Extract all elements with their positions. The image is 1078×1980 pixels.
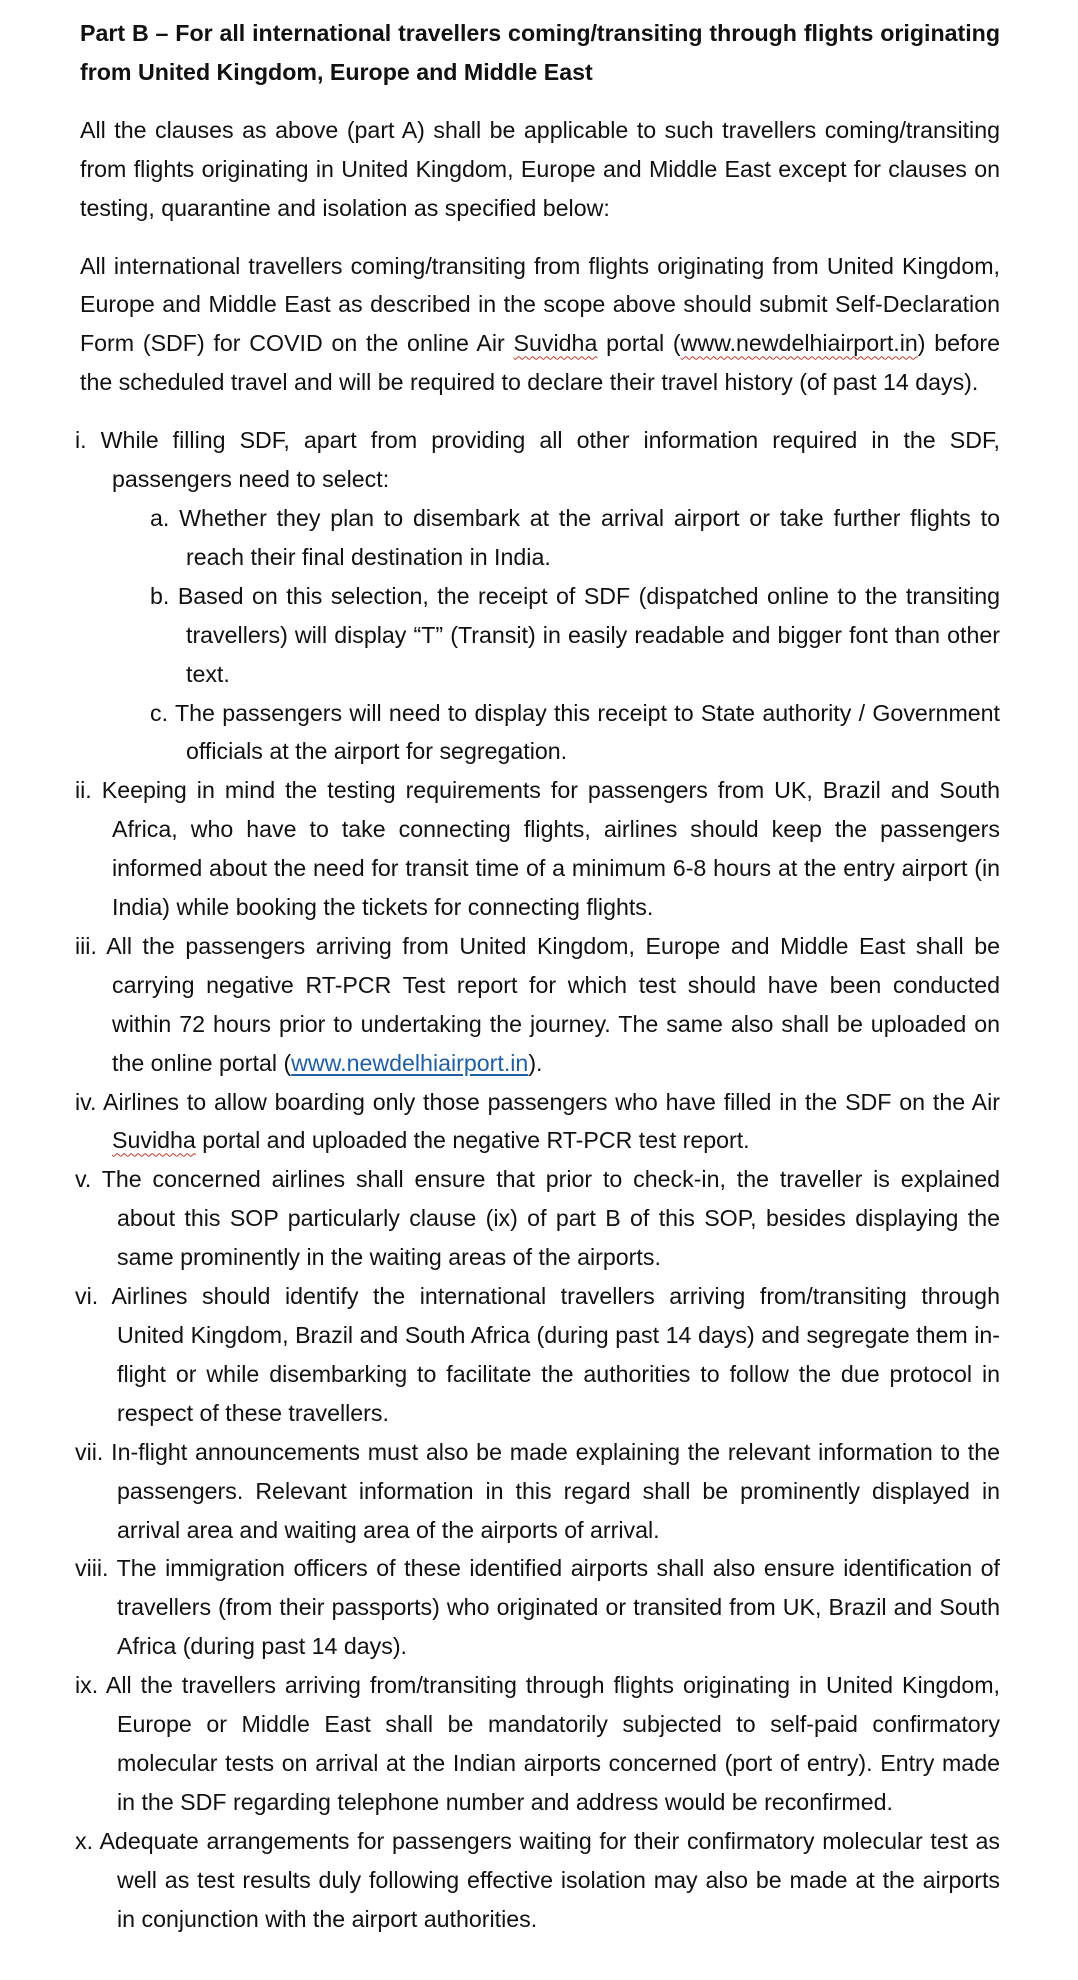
subclause-c [150, 694, 1000, 772]
clause-marker: vii. [75, 1438, 104, 1465]
portal-link[interactable]: www.newdelhiairport.in [291, 1049, 529, 1076]
clause-v [75, 1160, 1000, 1277]
clause-text: The concerned airlines shall ensure that prior to check-in, the traveller is explained about this SOP particularly clause (ix) of part B of this SOP, besides displaying the same prominently in the waiting areas of the airports. [101, 1166, 1000, 1271]
clause-ix [75, 1666, 1000, 1822]
clause-marker: iv. [75, 1088, 97, 1115]
portal-url: www.newdelhiairport.in [680, 330, 918, 357]
clause-text: All the travellers arriving from/transiting through flights originating in United Kingdom, Europe or Middle East shall be mandatorily subjected to self-paid confirmatory molecular tests on arrival at the Indian airports concerned (port of entry). Entry made in the SDF regarding telephone number and address would be reconfirmed. [105, 1672, 1000, 1815]
subclause-marker: c. [150, 699, 169, 726]
intro-paragraph: All the clauses as above (part A) shall be applicable to such travellers coming/transiting from flights originating in United Kingdom, Europe and Middle East except for clauses on testing, quarantine and isolation as specified below: [80, 116, 1000, 221]
clause-marker: v. [75, 1166, 92, 1193]
subclause-marker: a. [150, 504, 170, 531]
clause-vi [75, 1277, 1000, 1433]
clause-text: Airlines to allow boarding only those passengers who have filled in the SDF on the Air [103, 1088, 1000, 1115]
clause-iii [75, 927, 1000, 1083]
clause-text: The immigration officers of these identified airports shall also ensure identification of travellers (from their passports) who originated or transited from UK, Brazil and South Africa (during past 14 days). [116, 1555, 1000, 1660]
document-page [75, 14, 1000, 1939]
clause-x [75, 1822, 1000, 1939]
subclause-text: Based on this selection, the receipt of SDF (dispatched online to the transiting travellers) will display “T” (Transit) in easily readable and bigger font than other text. [177, 582, 1000, 687]
clause-viii [75, 1549, 1000, 1666]
clause-marker: ii. [75, 777, 92, 804]
clause-text-end: portal and uploaded the negative RT-PCR test report. [195, 1127, 750, 1154]
clause-text: Adequate arrangements for passengers waiting for their confirmatory molecular test as well as test results duly following effective isolation may also be made at the airports in conjunction with the airport authorities. [99, 1827, 1000, 1932]
suvidha-word: Suvidha [112, 1127, 196, 1154]
clause-marker: ix. [75, 1672, 99, 1699]
sdf-text-1: All international travellers coming/transiting from flights originating from United Kingdom, Europe and Middle East as described in the scope above should submit Self-Declaration Form (SDF) for COVID on the online Air [80, 252, 1000, 357]
clause-marker: viii. [75, 1555, 109, 1582]
clause-marker: x. [75, 1827, 94, 1854]
clause-text: While filling SDF, apart from providing all other information required in the SDF, passengers need to select: [100, 427, 1000, 493]
clause-i [75, 421, 1000, 771]
clause-marker: vi. [75, 1283, 99, 1310]
suvidha-word: Suvidha [513, 330, 598, 357]
clause-marker: iii. [75, 932, 97, 959]
sdf-text-3: ) before the scheduled travel and will be required to declare their travel history (of past 14 days). [80, 330, 1000, 396]
clause-ii [75, 771, 1000, 927]
clause-text: In-flight announcements must also be made explaining the relevant information to the passengers. Relevant information in this regard shall be prominently displayed in arrival area and waiting area of the airports of arrival. [111, 1438, 1000, 1543]
clause-iv [75, 1083, 1000, 1161]
clause-i-subitems [150, 499, 1000, 771]
subclause-a [150, 499, 1000, 577]
subclause-b [150, 577, 1000, 694]
clause-text: All the passengers arriving from United Kingdom, Europe and Middle East shall be carrying negative RT-PCR Test report for which test should have been conducted within 72 hours prior to undertaking the journey. The same also shall be uploaded on the online portal ( [106, 932, 1000, 1076]
subclause-text: Whether they plan to disembark at the arrival airport or take further flights to reach their final destination in India. [179, 504, 1000, 570]
subclause-marker: b. [150, 582, 170, 609]
clause-text: Airlines should identify the international travellers arriving from/transiting through United Kingdom, Brazil and South Africa (during past 14 days) and segregate them in-flight or while disembarking to facilitate the authorities to follow the due protocol in respect of these travellers. [111, 1283, 1000, 1426]
clause-vii [75, 1433, 1000, 1550]
clause-marker: i. [75, 427, 87, 454]
sdf-text-2: portal ( [597, 330, 681, 357]
subclause-text: The passengers will need to display this receipt to State authority / Government officials at the airport for segregation. [174, 699, 1000, 765]
clause-text: Keeping in mind the testing requirements for passengers from UK, Brazil and South Africa, who have to take connecting flights, airlines should keep the passengers informed about the need for transit time of a minimum 6-8 hours at the entry airport (in India) while booking the tickets for connecting flights. [101, 777, 1000, 921]
clause-text-end: ). [528, 1049, 543, 1076]
part-b-heading: Part B – For all international travellers coming/transiting through flights originating from United Kingdom, Europe and Middle East [80, 20, 1000, 85]
clauses-list [75, 421, 1000, 1938]
sdf-paragraph [80, 247, 1000, 403]
